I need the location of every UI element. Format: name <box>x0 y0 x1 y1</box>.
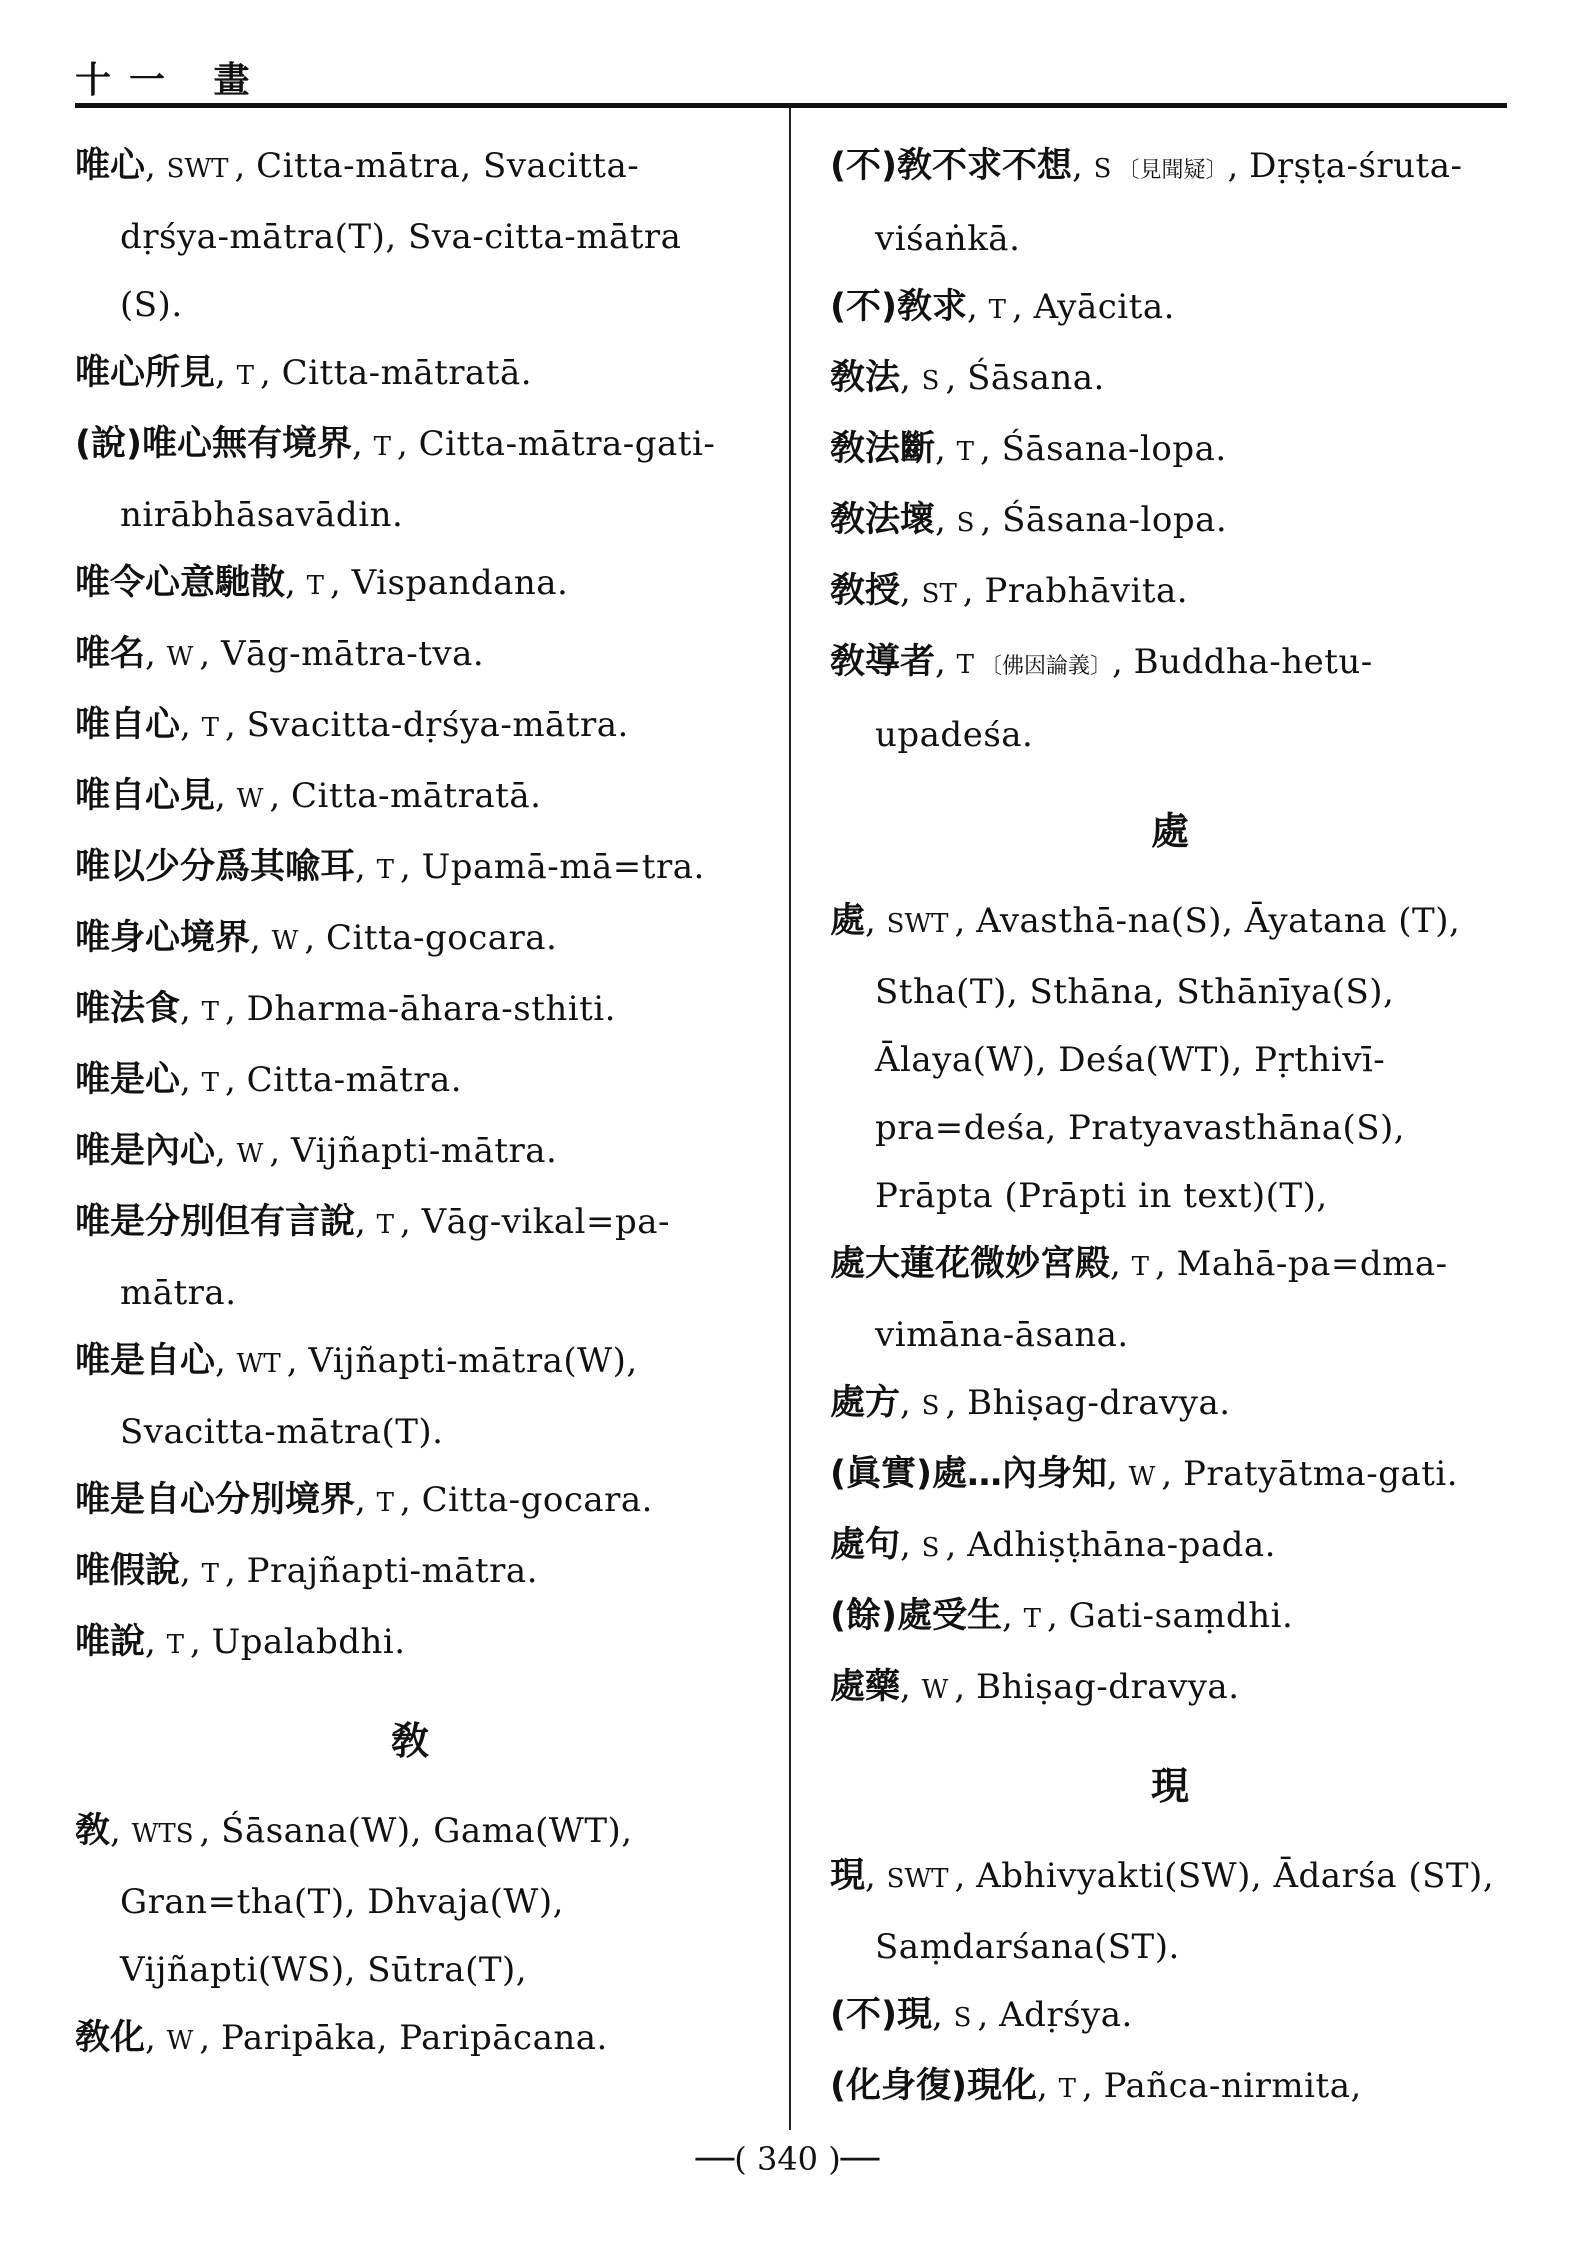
dictionary-entry: 唯是內心, W , Vijñapti-mātra. <box>75 1131 558 1171</box>
dictionary-entry: 處句, S , Adhiṣṭhāna-pada. <box>830 1525 1276 1565</box>
dictionary-entry: 敎法壞, S , Śāsana-lopa. <box>830 500 1228 540</box>
entry-headword: 唯是內心 <box>75 1131 216 1171</box>
entry-headword: (眞實)處…內身知 <box>830 1454 1107 1494</box>
entry-sanskrit: Mahā-pa=dma-vimāna-āsana. <box>875 1244 1448 1355</box>
entry-sanskrit: Svacitta-dṛśya-mātra. <box>246 705 629 745</box>
entry-list <box>830 1842 1510 2123</box>
entry-sanskrit: Vijñapti-mātra(W), Svacitta-mātra(T). <box>120 1341 638 1452</box>
entry-sanskrit: Vāg-vikal=pa-mātra. <box>120 1202 671 1313</box>
dictionary-entry: 唯是自心, WT , Vijñapti-mātra(W), Svacitta-mātra(T). <box>75 1341 638 1452</box>
entry-headword: 唯名 <box>75 634 146 674</box>
dictionary-entry: 敎法, S , Śāsana. <box>830 358 1105 398</box>
entry-sanskrit: Citta-gocara. <box>421 1480 653 1520</box>
entry-source: S <box>953 2003 972 2033</box>
dictionary-entry: (眞實)處…內身知, W , Pratyātma-gati. <box>830 1454 1459 1494</box>
entry-list <box>830 887 1510 1724</box>
entry-headword: 唯心所見 <box>75 353 216 393</box>
entry-headword: 敎 <box>75 1811 111 1851</box>
entry-sanskrit: Prabhāvita. <box>984 571 1189 611</box>
entry-headword: 敎授 <box>830 571 901 611</box>
entry-source: T <box>373 432 391 462</box>
entry-sanskrit: Abhivyakti(SW), Ādarśa (ST), Saṃdarśana(ST). <box>875 1856 1495 1967</box>
entry-sanskrit: Adṛśya. <box>999 1995 1133 2035</box>
entry-sanskrit: Upamā-mā=tra. <box>421 847 705 887</box>
section-heading: 敎 <box>390 1719 429 1763</box>
entry-headword: 敎法 <box>830 358 901 398</box>
entry-source: T <box>376 855 394 885</box>
entry-headword: 處大蓮花微妙宮殿 <box>830 1244 1111 1284</box>
entry-source: S <box>921 366 940 396</box>
entry-source: T <box>1131 1252 1149 1282</box>
entry-headword: 處方 <box>830 1383 901 1423</box>
right-column <box>830 132 1510 2123</box>
entry-source: T <box>956 437 974 467</box>
entry-headword: 唯是自心 <box>75 1341 216 1381</box>
dictionary-entry: 敎, WTS , Śāsana(W), Gama(WT), Gran=tha(T), Dhvaja(W), Vijñapti(WS), Sūtra(T), <box>75 1811 633 1990</box>
entry-headword: 唯身心境界 <box>75 918 251 958</box>
entry-source: W <box>921 1675 949 1705</box>
entry-sanskrit: Vijñapti-mātra. <box>291 1131 558 1171</box>
entry-headword: 唯是自心分別境界 <box>75 1480 356 1520</box>
entry-sanskrit: Upalabdhi. <box>211 1622 406 1662</box>
dictionary-entry: (不)敎不求不想, S 〔見聞疑〕, Dṛṣṭa-śruta-viśaṅkā. <box>830 146 1463 259</box>
entry-source: T <box>376 1488 394 1518</box>
entry-sanskrit: Śāsana-lopa. <box>1002 500 1228 540</box>
dictionary-entry: 唯名, W , Vāg-mātra-tva. <box>75 634 485 674</box>
entry-source: ST <box>921 579 957 609</box>
entry-sanskrit: Adhiṣṭhāna-pada. <box>967 1525 1276 1565</box>
dictionary-entry: 唯是分別但有言說, T , Vāg-vikal=pa-mātra. <box>75 1202 671 1313</box>
entry-source: T <box>201 1559 219 1589</box>
dictionary-entry: 唯以少分爲其喩耳, T , Upamā-mā=tra. <box>75 847 705 887</box>
dictionary-entry: 現, SWT , Abhivyakti(SW), Ādarśa (ST), Saṃdarśana(ST). <box>830 1856 1495 1967</box>
dictionary-entry: 唯心所見, T , Citta-mātratā. <box>75 353 533 393</box>
dictionary-entry: 敎導者, T 〔佛因論義〕, Buddha-hetu-upadeśa. <box>830 642 1373 755</box>
dictionary-entry: 唯是心, T , Citta-mātra. <box>75 1060 463 1100</box>
page-number: ──( 340 )── <box>695 2140 880 2178</box>
entry-sanskrit: Citta-mātratā. <box>291 776 542 816</box>
entry-headword: (不)現 <box>830 1995 932 2035</box>
entry-headword: 處 <box>830 901 866 941</box>
entry-headword: 敎法壞 <box>830 500 936 540</box>
entry-sanskrit: Citta-mātratā. <box>281 353 533 393</box>
entry-sanskrit: Prajñapti-mātra. <box>246 1551 539 1591</box>
entry-headword: (說)唯心無有境界 <box>75 424 352 464</box>
entry-source: T <box>306 571 324 601</box>
entry-sanskrit: Śāsana. <box>967 358 1105 398</box>
entry-source: SWT <box>886 1864 949 1894</box>
entry-sanskrit: Citta-gocara. <box>326 918 558 958</box>
entry-headword: 處句 <box>830 1525 901 1565</box>
entry-sanskrit: Gati-saṃdhi. <box>1068 1596 1294 1636</box>
dictionary-entry: 處藥, W , Bhiṣag-dravya. <box>830 1667 1240 1707</box>
entry-headword: (不)敎不求不想 <box>830 146 1072 186</box>
dictionary-entry: 處方, S , Bhiṣag-dravya. <box>830 1383 1231 1423</box>
entry-note: 〔見聞疑〕 <box>1117 158 1228 183</box>
entry-headword: 敎化 <box>75 2018 146 2058</box>
entry-headword: 敎法斷 <box>830 429 936 469</box>
entry-headword: 處藥 <box>830 1667 901 1707</box>
dictionary-entry: 唯自心見, W , Citta-mātratā. <box>75 776 542 816</box>
entry-note: 〔佛因論義〕 <box>979 654 1112 679</box>
entry-sanskrit: Buddha-hetu-upadeśa. <box>875 642 1373 755</box>
entry-source: W <box>1128 1462 1156 1492</box>
entry-headword: 唯自心 <box>75 705 181 745</box>
dictionary-entry: 處大蓮花微妙宮殿, T , Mahā-pa=dma-vimāna-āsana. <box>830 1244 1448 1355</box>
entry-sanskrit: Citta-mātra-gati-nirābhāsavādin. <box>120 424 716 535</box>
dictionary-entry: 唯假說, T , Prajñapti-mātra. <box>75 1551 539 1591</box>
entry-source: T <box>201 1068 219 1098</box>
dictionary-entry: 敎授, ST , Prabhāvita. <box>830 571 1189 611</box>
dictionary-entry: 唯身心境界, W , Citta-gocara. <box>75 918 558 958</box>
entry-headword: 唯法食 <box>75 989 181 1029</box>
entry-headword: 唯假說 <box>75 1551 181 1591</box>
column-divider <box>789 108 791 2130</box>
entry-headword: (餘)處受生 <box>830 1596 1002 1636</box>
dictionary-entry: (化身復)現化, T , Pañca-nirmita, <box>830 2066 1362 2106</box>
entry-source: S <box>1093 154 1112 184</box>
entry-headword: 唯說 <box>75 1622 146 1662</box>
entry-source: T <box>201 713 219 743</box>
dictionary-entry: 唯心, SWT , Citta-mātra, Svacitta-dṛśya-mātra(T), Sva-citta-mātra (S). <box>75 146 682 325</box>
entry-headword: 唯心 <box>75 146 146 186</box>
entry-sanskrit: Dṛṣṭa-śruta-viśaṅkā. <box>875 146 1463 259</box>
entry-sanskrit: Citta-mātra, Svacitta-dṛśya-mātra(T), Sva-citta-mātra (S). <box>120 146 682 325</box>
dictionary-entry: 唯說, T , Upalabdhi. <box>75 1622 406 1662</box>
entry-list <box>830 132 1510 769</box>
entry-source: T <box>956 650 974 680</box>
entry-source: SWT <box>886 909 949 939</box>
entry-sanskrit: Paripāka, Paripācana. <box>221 2018 608 2058</box>
entry-source: W <box>271 926 299 956</box>
dictionary-entry: 敎法斷, T , Śāsana-lopa. <box>830 429 1227 469</box>
dictionary-entry: 敎化, W , Paripāka, Paripācana. <box>75 2018 608 2058</box>
page-header: 十一 畫 <box>75 59 268 101</box>
dictionary-entry: (餘)處受生, T , Gati-saṃdhi. <box>830 1596 1294 1636</box>
entry-source: W <box>166 642 194 672</box>
entry-sanskrit: Bhiṣag-dravya. <box>967 1383 1231 1423</box>
entry-sanskrit: Pañca-nirmita, <box>1103 2066 1362 2106</box>
entry-source: WT <box>236 1349 281 1379</box>
entry-source: S <box>921 1391 940 1421</box>
entry-sanskrit: Pratyātma-gati. <box>1182 1454 1459 1494</box>
entry-source: T <box>988 295 1006 325</box>
entry-headword: 現 <box>830 1856 866 1896</box>
dictionary-entry: 唯自心, T , Svacitta-dṛśya-mātra. <box>75 705 629 745</box>
entry-source: S <box>956 508 975 538</box>
dictionary-entry: 唯是自心分別境界, T , Citta-gocara. <box>75 1480 653 1520</box>
entry-headword: 唯令心意馳散 <box>75 563 286 603</box>
entry-sanskrit: Avasthā-na(S), Āyatana (T), Stha(T), Sthāna, Sthānīya(S), Ālaya(W), Deśa(WT), Pṛthivī-pra=deśa, Pratyavasthāna(S), Prāpta (Prāpti in text)(T), <box>875 901 1461 1216</box>
header-rule <box>75 103 1507 108</box>
dictionary-entry: (說)唯心無有境界, T , Citta-mātra-gati-nirābhāsavādin. <box>75 424 716 535</box>
entry-sanskrit: Śāsana(W), Gama(WT), Gran=tha(T), Dhvaja(W), Vijñapti(WS), Sūtra(T), <box>120 1811 633 1990</box>
dictionary-entry: (不)敎求, T , Ayācita. <box>830 287 1175 327</box>
section-heading: 現 <box>1150 1764 1189 1808</box>
entry-source: W <box>166 2026 194 2056</box>
entry-headword: 敎導者 <box>830 642 936 682</box>
entry-list <box>75 132 745 1679</box>
entry-sanskrit: Dharma-āhara-sthiti. <box>246 989 616 1029</box>
entry-source: T <box>1058 2074 1076 2104</box>
dictionary-entry: 唯令心意馳散, T , Vispandana. <box>75 563 569 603</box>
entry-source: T <box>166 1630 184 1660</box>
entry-sanskrit: Bhiṣag-dravya. <box>976 1667 1240 1707</box>
entry-source: W <box>236 1139 264 1169</box>
dictionary-entry: (不)現, S , Adṛśya. <box>830 1995 1133 2035</box>
section-heading: 處 <box>1150 809 1189 853</box>
entry-headword: (不)敎求 <box>830 287 967 327</box>
entry-headword: 唯自心見 <box>75 776 216 816</box>
left-column <box>75 132 745 2075</box>
entry-source: SWT <box>166 154 229 184</box>
entry-sanskrit: Ayācita. <box>1033 287 1175 327</box>
entry-sanskrit: Vispandana. <box>351 563 569 603</box>
entry-sanskrit: Śāsana-lopa. <box>1001 429 1227 469</box>
entry-headword: (化身復)現化 <box>830 2066 1037 2106</box>
entry-source: W <box>236 784 264 814</box>
dictionary-entry: 唯法食, T , Dharma-āhara-sthiti. <box>75 989 616 1029</box>
entry-sanskrit: Citta-mātra. <box>246 1060 463 1100</box>
entry-headword: 唯以少分爲其喩耳 <box>75 847 356 887</box>
entry-headword: 唯是分別但有言說 <box>75 1202 356 1242</box>
entry-source: S <box>921 1533 940 1563</box>
dictionary-entry: 處, SWT , Avasthā-na(S), Āyatana (T), Stha(T), Sthāna, Sthānīya(S), Ālaya(W), Deśa(WT), Pṛthivī-pra=deśa, Pratyavasthāna(S), Prāpta (Prāpti in text)(T), <box>830 901 1461 1216</box>
entry-source: WTS <box>131 1819 194 1849</box>
entry-source: T <box>1023 1604 1041 1634</box>
entry-list <box>75 1797 745 2075</box>
entry-source: T <box>236 361 254 391</box>
entry-source: T <box>201 997 219 1027</box>
entry-headword: 唯是心 <box>75 1060 181 1100</box>
entry-source: T <box>376 1210 394 1240</box>
entry-sanskrit: Vāg-mātra-tva. <box>221 634 485 674</box>
